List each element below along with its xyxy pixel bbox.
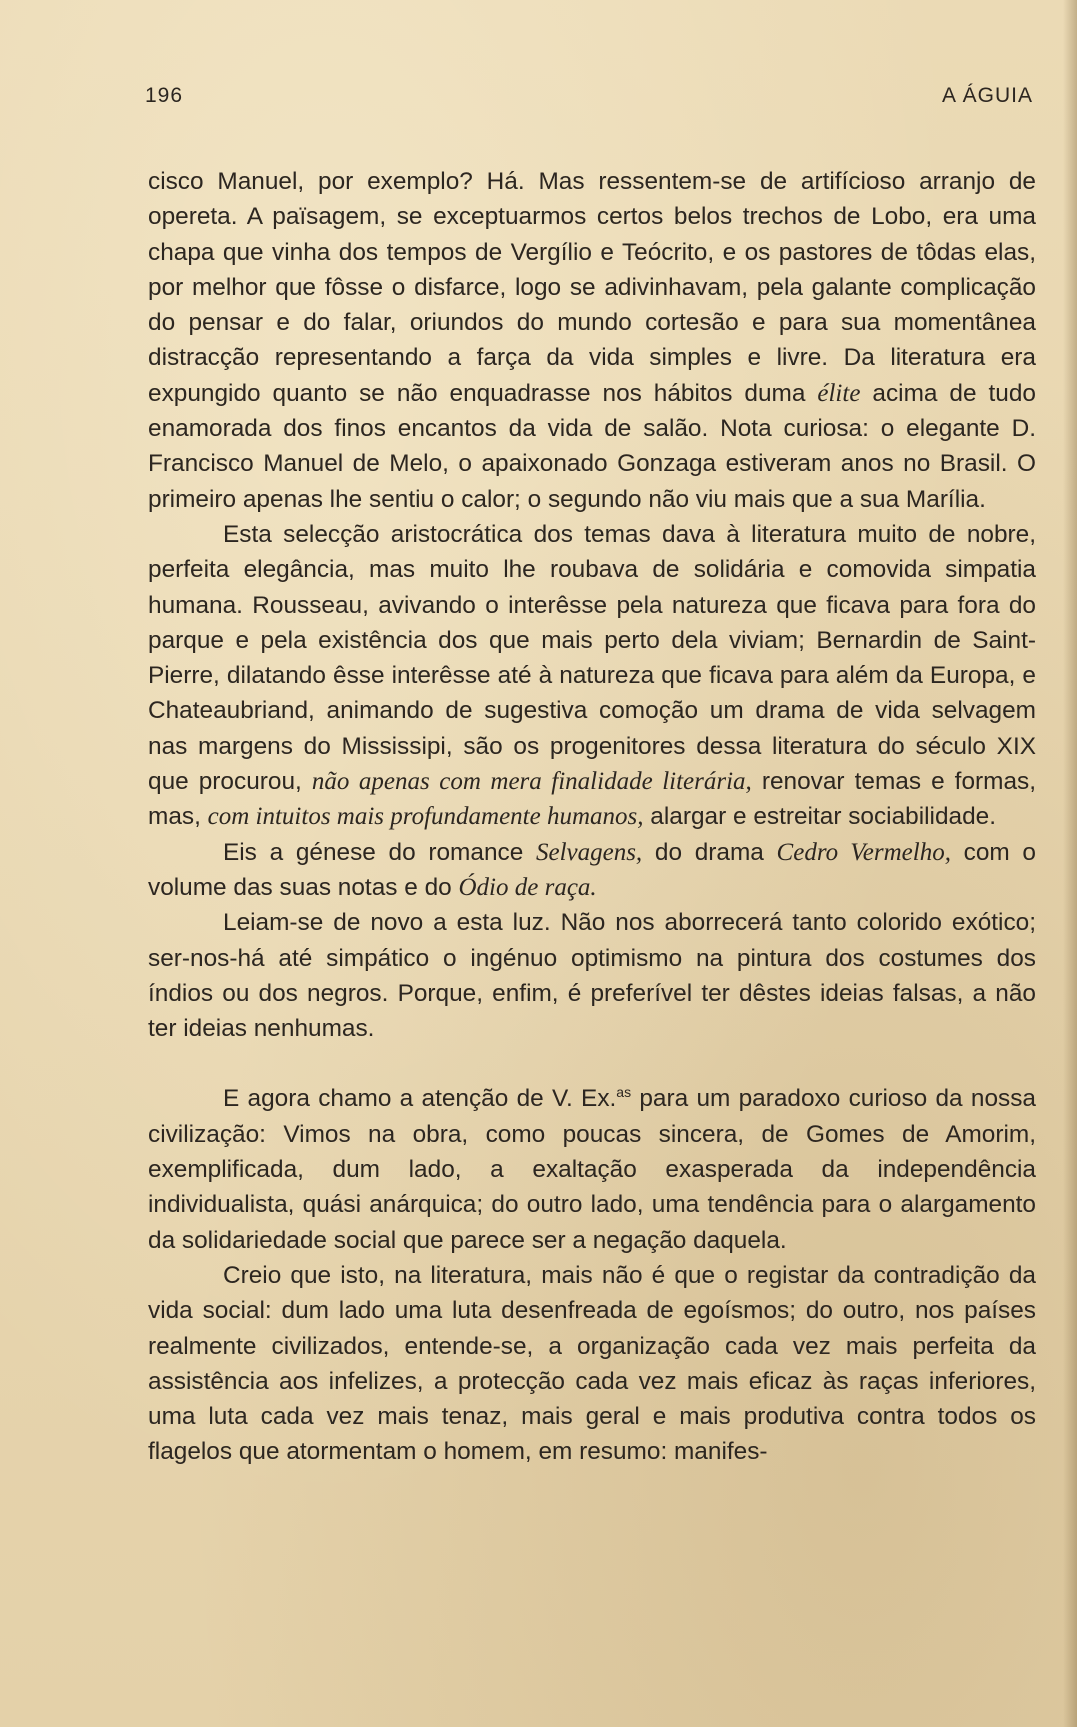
paragraph bbox=[148, 1081, 1036, 1257]
italic-text: Cedro Vermelho, bbox=[776, 838, 951, 866]
running-title: A ÁGUIA bbox=[941, 84, 1033, 107]
paragraph bbox=[148, 905, 1036, 1046]
page-edge-shadow bbox=[1063, 0, 1077, 1727]
text-run: do drama bbox=[642, 838, 777, 866]
text-run: com o volume das suas notas e do bbox=[148, 838, 1036, 901]
text-run: Leiam-se de novo a esta luz. Não nos aborrecerá tanto colorido exótico; ser-nos-há até simpático o ingénuo optimismo na pintura dos costumes dos índios ou dos negros. Porque, enfim, é preferível ter dêstes ideias falsas, a não ter ideias nenhumas. bbox=[148, 909, 1036, 1043]
text-run: cisco Manuel, por exemplo? Há. Mas ressentem-se de artifícioso arranjo de opereta. A païsagem, se exceptuarmos certos belos trechos de Lobo, era uma chapa que vinha dos tempos de Vergílio e Teócrito, e os pastores de tôdas elas, por melhor que fôsse o disfarce, logo se adivinhavam, pela galante complicação do pensar e do falar, oriundos do mundo cortesão e para sua momentânea distracção representando a farça da vida simples e livre. Da literatura era expungido quanto se não enquadrasse nos hábitos duma bbox=[148, 168, 1036, 407]
paragraph bbox=[148, 164, 1036, 517]
paragraph bbox=[148, 1258, 1036, 1470]
text-run: Eis a génese do romance bbox=[223, 838, 536, 866]
paragraph bbox=[148, 517, 1036, 835]
paragraph bbox=[148, 835, 1036, 906]
text-run: alargar e estreitar sociabilidade. bbox=[643, 803, 997, 831]
italic-text: Ódio de raça. bbox=[458, 873, 597, 901]
page-number: 196 bbox=[145, 84, 184, 107]
italic-text: com intuitos mais profundamente humanos, bbox=[207, 803, 644, 831]
text-run: renovar temas e formas, mas, bbox=[148, 768, 1037, 831]
text-run: Creio que isto, na literatura, mais não é que o registar da contradição da vida social: dum lado uma luta desenfreada de egoísmos; do outro, nos países realmente civilizados, entende-se, a organização cada vez mais perfeita da assistência aos infelizes, a protecção cada vez mais eficaz às raças inferiores, uma luta cada vez mais tenaz, mais geral e mais produtiva contra todos os flagelos que atormentam o homem, em resumo: manifes- bbox=[148, 1261, 1036, 1466]
italic-text: Selvagens, bbox=[535, 838, 643, 866]
text-run: Esta selecção aristocrática dos temas dava à literatura muito de nobre, perfeita elegância, mas muito lhe roubava de solidária e comovida simpatia humana. Rousseau, avivando o interêsse pela natureza que ficava para fora do parque e pela existência dos que mais perto dela viviam; Bernardin de Saint-Pierre, dilatando êsse interêsse até à natureza que ficava para além da Europa, e Chateaubriand, animando de sugestiva comoção um drama de vida selvagem nas margens do Mississipi, são os progenitores dessa literatura do século XIX que procurou, bbox=[148, 520, 1036, 796]
superscript: as bbox=[616, 1084, 632, 1101]
italic-text: élite bbox=[817, 379, 861, 407]
body-text bbox=[148, 164, 1036, 1470]
text-run: para um paradoxo curioso da nossa civilização: Vimos na obra, como poucas sincera, de Gomes de Amorim, exemplificada, dum lado, a exaltação exasperada da independência individualista, quási anárquica; do outro lado, uma tendência para o alargamento da solidariedade social que parece ser a negação daquela. bbox=[148, 1085, 1036, 1254]
text-run: E agora chamo a atenção de V. Ex. bbox=[223, 1085, 617, 1113]
italic-text: não apenas com mera finalidade literária, bbox=[311, 768, 752, 796]
text-run: acima de tudo enamorada dos finos encantos da vida de salão. Nota curiosa: o elegante D. Francisco Manuel de Melo, o apaixonado Gonzaga estiveram anos no Brasil. O primeiro apenas lhe sentiu o calor; o segundo não viu mais que a sua Marília. bbox=[148, 379, 1036, 513]
